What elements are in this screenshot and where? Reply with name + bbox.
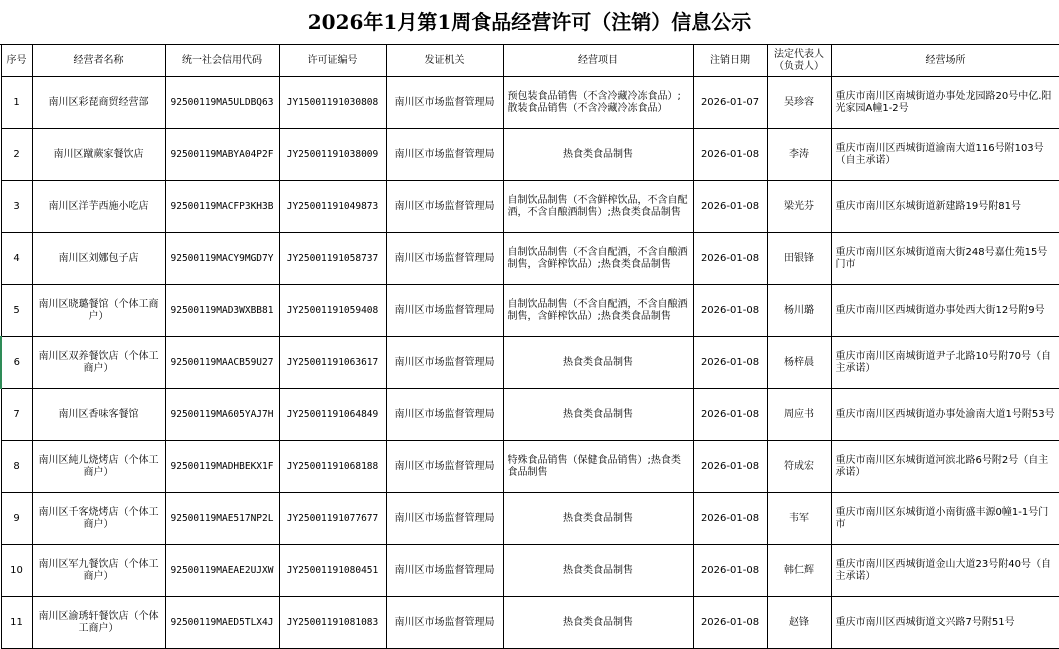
cell-address: 重庆市南川区西城街道办事处西大街12号附9号 [831, 285, 1059, 337]
cell-no: 9 [1, 493, 32, 545]
cell-credit-code: 92500119MACFP3KH3B [165, 181, 279, 233]
cell-license-no: JY25001191038009 [279, 129, 386, 181]
cell-license-no: JY25001191080451 [279, 545, 386, 597]
cell-address: 重庆市南川区东城街道新建路19号附81号 [831, 181, 1059, 233]
cell-no: 7 [1, 389, 32, 441]
header-address: 经营场所 [831, 45, 1059, 77]
cell-rep: 符成宏 [767, 441, 831, 493]
cell-date: 2026-01-08 [693, 337, 767, 389]
cell-credit-code: 92500119MAEAE2UJXW [165, 545, 279, 597]
cell-license-no: JY25001191068188 [279, 441, 386, 493]
cell-address: 重庆市南川区南城街道办事处龙园路20号中亿.阳光家园A幢1-2号 [831, 77, 1059, 129]
cell-address: 重庆市南川区东城街道河滨北路6号附2号（自主承诺） [831, 441, 1059, 493]
cell-license-no: JY25001191077677 [279, 493, 386, 545]
cell-license-no: JY25001191049873 [279, 181, 386, 233]
cell-rep: 韦军 [767, 493, 831, 545]
cell-no: 1 [1, 77, 32, 129]
cell-scope: 热食类食品制售 [503, 129, 693, 181]
cell-credit-code: 92500119MA605YAJ7H [165, 389, 279, 441]
cell-authority: 南川区市场监督管理局 [386, 181, 503, 233]
cell-authority: 南川区市场监督管理局 [386, 77, 503, 129]
cell-license-no: JY15001191030808 [279, 77, 386, 129]
table-row [1, 441, 1059, 493]
cell-authority: 南川区市场监督管理局 [386, 337, 503, 389]
cell-name: 南川区彩琵商贸经营部 [32, 77, 165, 129]
cell-name: 南川区純儿烧烤店（个体工商户） [32, 441, 165, 493]
cell-no: 3 [1, 181, 32, 233]
cell-credit-code: 92500119MAED5TLX4J [165, 597, 279, 649]
cell-name: 南川区千客烧烤店（个体工商户） [32, 493, 165, 545]
header-row [1, 45, 1059, 77]
cell-rep: 梁光芬 [767, 181, 831, 233]
cell-authority: 南川区市场监督管理局 [386, 129, 503, 181]
cell-scope: 热食类食品制售 [503, 597, 693, 649]
license-table [0, 44, 1059, 649]
cell-name: 南川区晓璐餐馆（个体工商户） [32, 285, 165, 337]
header-no: 序号 [1, 45, 32, 77]
table-row [1, 233, 1059, 285]
cell-rep: 李涛 [767, 129, 831, 181]
header-credit-code: 统一社会信用代码 [165, 45, 279, 77]
cell-no: 11 [1, 597, 32, 649]
page-title: 2026年1月第1周食品经营许可（注销）信息公示 [0, 0, 1059, 45]
cell-address: 重庆市南川区东城街道小南街盛丰源0幢1-1号门市 [831, 493, 1059, 545]
table-row [1, 545, 1059, 597]
cell-date: 2026-01-08 [693, 441, 767, 493]
table-row [1, 337, 1059, 389]
cell-authority: 南川区市场监督管理局 [386, 233, 503, 285]
cell-no: 10 [1, 545, 32, 597]
header-authority: 发证机关 [386, 45, 503, 77]
cell-license-no: JY25001191059408 [279, 285, 386, 337]
cell-name: 南川区刘娜包子店 [32, 233, 165, 285]
cell-address: 重庆市南川区西城街道金山大道23号附40号（自主承诺） [831, 545, 1059, 597]
cell-name: 南川区双养餐饮店（个体工商户） [32, 337, 165, 389]
cell-scope: 热食类食品制售 [503, 545, 693, 597]
cell-rep: 杨梓晨 [767, 337, 831, 389]
cell-scope: 热食类食品制售 [503, 337, 693, 389]
cell-address: 重庆市南川区西城街道文兴路7号附51号 [831, 597, 1059, 649]
cell-date: 2026-01-08 [693, 285, 767, 337]
cell-no: 8 [1, 441, 32, 493]
header-date: 注销日期 [693, 45, 767, 77]
cell-date: 2026-01-08 [693, 129, 767, 181]
cell-name: 南川区洋芋西施小吃店 [32, 181, 165, 233]
cell-date: 2026-01-08 [693, 545, 767, 597]
cell-date: 2026-01-08 [693, 389, 767, 441]
cell-authority: 南川区市场监督管理局 [386, 545, 503, 597]
cell-scope: 自制饮品制售（不含自配酒，不含自酿酒制售，含鲜榨饮品）;热食类食品制售 [503, 285, 693, 337]
cell-name: 南川区香味客餐馆 [32, 389, 165, 441]
cell-no: 4 [1, 233, 32, 285]
cell-credit-code: 92500119MACY9MGD7Y [165, 233, 279, 285]
table-row [1, 389, 1059, 441]
cell-date: 2026-01-08 [693, 493, 767, 545]
cell-scope: 预包装食品销售（不含冷藏冷冻食品）;散装食品销售（不含冷藏冷冻食品） [503, 77, 693, 129]
cell-rep: 赵锋 [767, 597, 831, 649]
cell-rep: 田银锋 [767, 233, 831, 285]
cell-credit-code: 92500119MAE517NP2L [165, 493, 279, 545]
table-row [1, 129, 1059, 181]
cell-license-no: JY25001191058737 [279, 233, 386, 285]
cell-license-no: JY25001191064849 [279, 389, 386, 441]
cell-authority: 南川区市场监督管理局 [386, 441, 503, 493]
cell-authority: 南川区市场监督管理局 [386, 597, 503, 649]
cell-address: 重庆市南川区西城街道渝南大道116号附103号（自主承诺） [831, 129, 1059, 181]
cell-license-no: JY25001191081083 [279, 597, 386, 649]
cell-credit-code: 92500119MAACB59U27 [165, 337, 279, 389]
cell-scope: 自制饮品制售（不含自配酒，不含自酿酒制售，含鲜榨饮品）;热食类食品制售 [503, 233, 693, 285]
cell-rep: 韩仁辉 [767, 545, 831, 597]
table-row [1, 77, 1059, 129]
cell-date: 2026-01-08 [693, 233, 767, 285]
cell-authority: 南川区市场监督管理局 [386, 389, 503, 441]
cell-scope: 热食类食品制售 [503, 493, 693, 545]
table-row [1, 597, 1059, 649]
cell-rep: 杨川璐 [767, 285, 831, 337]
header-name: 经营者名称 [32, 45, 165, 77]
header-license-no: 许可证编号 [279, 45, 386, 77]
cell-name: 南川区蹴蕨家餐饮店 [32, 129, 165, 181]
cell-no: 2 [1, 129, 32, 181]
cell-authority: 南川区市场监督管理局 [386, 493, 503, 545]
cell-scope: 自制饮品制售（不含鲜榨饮品，不含自配酒，不含自酿酒制售）;热食类食品制售 [503, 181, 693, 233]
cell-no: 5 [1, 285, 32, 337]
header-scope: 经营项目 [503, 45, 693, 77]
cell-rep: 周应书 [767, 389, 831, 441]
cell-address: 重庆市南川区南城街道尹子北路10号附70号（自主承诺） [831, 337, 1059, 389]
cell-scope: 热食类食品制售 [503, 389, 693, 441]
cell-date: 2026-01-07 [693, 77, 767, 129]
table-row [1, 285, 1059, 337]
cell-address: 重庆市南川区东城街道南大街248号嘉仕苑15号门市 [831, 233, 1059, 285]
cell-scope: 特殊食品销售（保健食品销售）;热食类食品制售 [503, 441, 693, 493]
cell-credit-code: 92500119MADHBEKX1F [165, 441, 279, 493]
cell-rep: 吴珍容 [767, 77, 831, 129]
cell-address: 重庆市南川区西城街道办事处渝南大道1号附53号 [831, 389, 1059, 441]
cell-name: 南川区军九餐饮店（个体工商户） [32, 545, 165, 597]
cell-date: 2026-01-08 [693, 181, 767, 233]
table-row [1, 181, 1059, 233]
cell-authority: 南川区市场监督管理局 [386, 285, 503, 337]
cell-credit-code: 92500119MABYA04P2F [165, 129, 279, 181]
table-row [1, 493, 1059, 545]
cell-license-no: JY25001191063617 [279, 337, 386, 389]
cell-no: 6 [1, 337, 32, 389]
cell-credit-code: 92500119MAD3WXBB81 [165, 285, 279, 337]
header-rep: 法定代表人（负责人） [767, 45, 831, 77]
cell-credit-code: 92500119MA5ULDBQ63 [165, 77, 279, 129]
cell-name: 南川区渝琇轩餐饮店（个体工商户） [32, 597, 165, 649]
cell-date: 2026-01-08 [693, 597, 767, 649]
